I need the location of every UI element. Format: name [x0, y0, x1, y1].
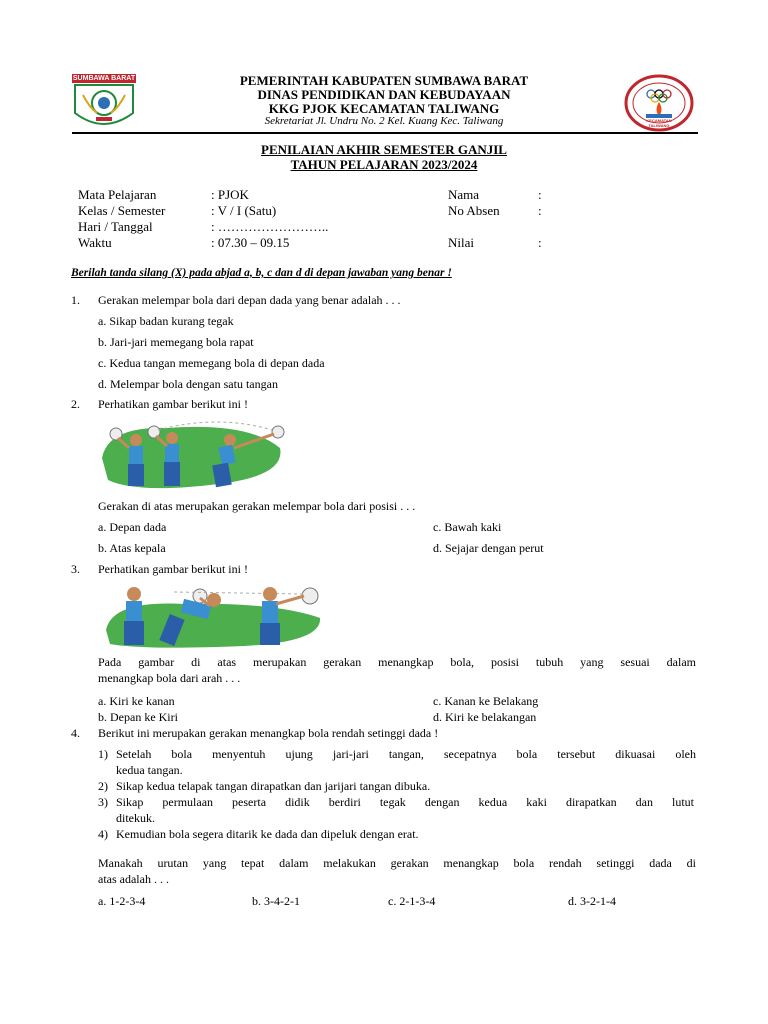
- catching-illustration: [104, 582, 324, 650]
- q2-option-c[interactable]: c. Bawah kaki: [433, 520, 502, 534]
- name-label: Nama: [448, 187, 480, 202]
- class-label: Kelas / Semester: [78, 203, 166, 218]
- q1-number: 1.: [71, 293, 80, 307]
- exam-year: TAHUN PELAJARAN 2023/2024: [290, 157, 478, 172]
- q4-step2-line1: Sikap kedua telapak tangan dirapatkan dan jarijari tangan dibuka.: [116, 779, 431, 793]
- q4-text: Berikut ini merupakan gerakan menangkap bola rendah setinggi dada !: [98, 726, 439, 740]
- letterhead-line2: DINAS PENDIDIKAN DAN KEBUDAYAAN: [257, 87, 511, 102]
- left-logo-text: SUMBAWA BARAT: [72, 75, 136, 82]
- sumbawa-barat-logo: [71, 73, 137, 131]
- q3-number: 3.: [71, 562, 80, 576]
- q4-step1-line2: kedua tangan.: [116, 763, 183, 777]
- q1-option-a[interactable]: a. Sikap badan kurang tegak: [98, 314, 234, 328]
- q2-number: 2.: [71, 397, 80, 411]
- score-label: Nilai: [448, 235, 474, 250]
- right-logo-text: KECAMATAN TALIWANG: [646, 118, 672, 128]
- exam-title: PENILAIAN AKHIR SEMESTER GANJIL: [261, 142, 507, 157]
- q3-subtext-line1: Pada gambar di atas merupakan gerakan menangkap bola, posisi tubuh yang sesuai dalam: [98, 655, 696, 669]
- instruction: Berilah tanda silang (X) pada abjad a, b, c dan d di depan jawaban yang benar !: [71, 267, 452, 279]
- q3-option-a[interactable]: a. Kiri ke kanan: [98, 694, 175, 708]
- q1-text: Gerakan melempar bola dari depan dada yang benar adalah . . .: [98, 293, 401, 307]
- q3-option-b[interactable]: b. Depan ke Kiri: [98, 710, 178, 724]
- date-value: : ……………………..: [211, 219, 329, 234]
- name-value[interactable]: :: [538, 187, 542, 202]
- absence-label: No Absen: [448, 203, 500, 218]
- q4-step3-number: 3): [98, 795, 108, 809]
- q1-option-c[interactable]: c. Kedua tangan memegang bola di depan dada: [98, 356, 325, 370]
- subject-label: Mata Pelajaran: [78, 187, 157, 202]
- subject-value: : PJOK: [211, 187, 249, 202]
- letterhead-address: Sekretariat Jl. Undru No. 2 Kel. Kuang Kec. Taliwang: [264, 115, 504, 127]
- q4-step1-number: 1): [98, 747, 108, 761]
- letterhead-line1: PEMERINTAH KABUPATEN SUMBAWA BARAT: [239, 73, 529, 88]
- q2-subtext: Gerakan di atas merupakan gerakan melempar bola dari posisi . . .: [98, 499, 416, 513]
- q1-option-d[interactable]: d. Melempar bola dengan satu tangan: [98, 377, 278, 391]
- q1-option-b[interactable]: b. Jari-jari memegang bola rapat: [98, 335, 254, 349]
- student-catch-1: [124, 587, 144, 645]
- throwing-illustration: [98, 418, 288, 496]
- q2-option-a[interactable]: a. Depan dada: [98, 520, 167, 534]
- q4-subtext-line2: atas adalah . . .: [98, 872, 169, 886]
- q4-option-b[interactable]: b. 3-4-2-1: [252, 894, 300, 908]
- kkg-pjok-logo: [624, 74, 694, 132]
- score-value: :: [538, 235, 542, 250]
- q2-text: Perhatikan gambar berikut ini !: [98, 397, 248, 411]
- time-value: : 07.30 – 09.15: [211, 235, 290, 250]
- q4-step4-number: 4): [98, 827, 108, 841]
- letterhead-divider: [72, 132, 698, 134]
- q4-option-d[interactable]: d. 3-2-1-4: [568, 894, 616, 908]
- q4-step3-line1: Sikap permulaan peserta didik berdiri tegak dengan kedua kaki dirapatkan dan lutut: [116, 795, 694, 809]
- letterhead-line3: KKG PJOK KECAMATAN TALIWANG: [268, 101, 500, 116]
- q3-text: Perhatikan gambar berikut ini !: [98, 562, 248, 576]
- q4-subtext-line1: Manakah urutan yang tepat dalam melakukan gerakan menangkap bola rendah setinggi dada di: [98, 856, 696, 870]
- q2-option-b[interactable]: b. Atas kepala: [98, 541, 166, 555]
- q3-option-c[interactable]: c. Kanan ke Belakang: [433, 694, 539, 708]
- q4-step3-line2: ditekuk.: [116, 811, 155, 825]
- absence-value[interactable]: :: [538, 203, 542, 218]
- class-value: : V / I (Satu): [211, 203, 277, 218]
- q4-option-c[interactable]: c. 2-1-3-4: [388, 894, 436, 908]
- time-label: Waktu: [78, 235, 112, 250]
- q4-option-a[interactable]: a. 1-2-3-4: [98, 894, 146, 908]
- q3-subtext-line2: menangkap bola dari arah . . .: [98, 671, 241, 685]
- q4-step2-number: 2): [98, 779, 108, 793]
- date-label: Hari / Tanggal: [78, 219, 153, 234]
- q4-number: 4.: [71, 726, 80, 740]
- q4-step4-line1: Kemudian bola segera ditarik ke dada dan dipeluk dengan erat.: [116, 827, 419, 841]
- q3-option-d[interactable]: d. Kiri ke belakangan: [433, 710, 537, 724]
- q2-option-d[interactable]: d. Sejajar dengan perut: [433, 541, 544, 555]
- q4-step1-line1: Setelah bola menyentuh ujung jari-jari tangan, secepatnya bola tersebut dikuasai oleh: [116, 747, 696, 761]
